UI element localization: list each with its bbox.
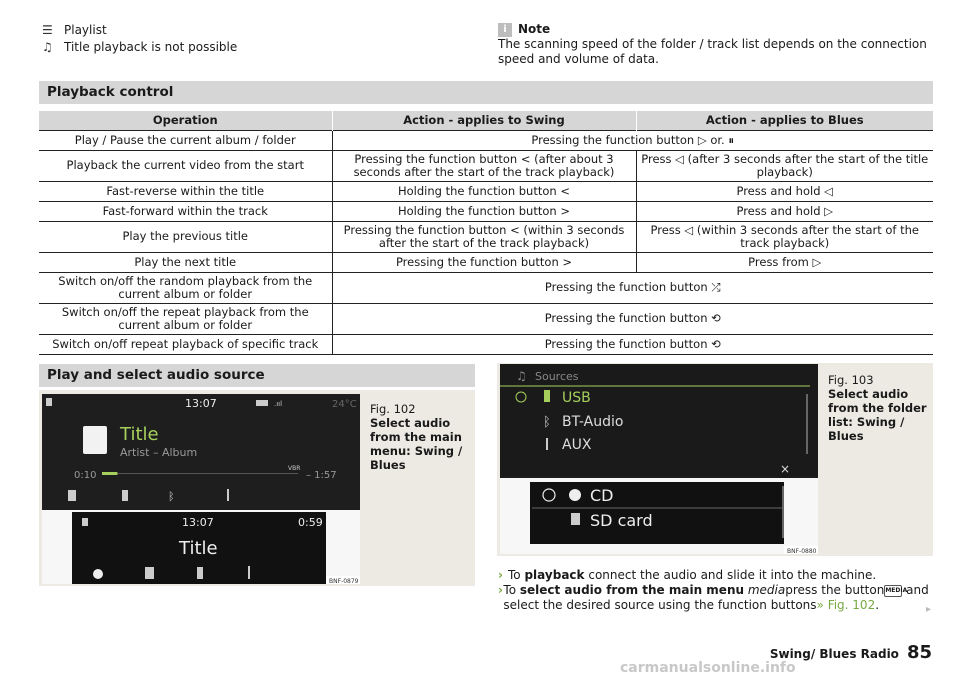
bullet-arrow-icon: ›	[498, 568, 503, 582]
blues-clock: 13:07	[182, 516, 214, 529]
pause-icon: ⏸	[728, 132, 735, 147]
section-heading-playback-control: Playback control	[39, 81, 933, 104]
figure-103-label: Fig. 103	[828, 373, 874, 387]
footer-section-title: Swing/ Blues Radio	[769, 647, 899, 661]
table-cell-swing: Holding the function button >	[332, 201, 636, 221]
list-item	[498, 568, 938, 583]
swing-track-title: Title	[120, 424, 159, 445]
blues-track-title: Title	[179, 538, 218, 559]
source-item-usb: USB	[562, 390, 591, 406]
playlist-icon: ☰	[42, 23, 53, 37]
instruction-step-1	[508, 568, 876, 583]
battery-icon	[256, 400, 268, 406]
column-header-blues: Action - applies to Blues	[636, 111, 933, 130]
cd-icon	[569, 489, 581, 501]
table-cell-swing: Pressing the function button >	[332, 252, 636, 272]
figure-103-illustration	[500, 364, 818, 554]
blues-aux-icon	[248, 566, 250, 579]
list-scrollbar	[806, 394, 808, 454]
table-row	[39, 272, 933, 303]
table-cell-action: Pressing the function button ⤮	[332, 272, 933, 303]
table-cell-blues: Press ◁ (within 3 seconds after the start of the track playback)	[636, 221, 933, 252]
continued-arrow-icon: ▸	[926, 604, 932, 615]
bullet-arrow-icon: ›	[498, 583, 503, 597]
swing-remaining-time: – 1:57	[306, 470, 337, 481]
source-sd-icon	[68, 490, 76, 501]
figure-102-code: BNF-0879	[329, 578, 359, 584]
step-2-lead-text: To	[503, 583, 517, 597]
table-row	[39, 150, 933, 181]
table-cell-action: Pressing the function button ⟲	[332, 303, 933, 334]
step-2-text: and select the desired source using the function buttons	[503, 583, 929, 612]
note-header	[498, 22, 936, 37]
figure-103-image	[500, 364, 818, 554]
blues-list-bg	[530, 482, 784, 544]
step-1-text: connect the audio and slide it into the machine.	[588, 568, 877, 582]
step-2-end: .	[875, 598, 880, 612]
source-usb-icon	[122, 490, 128, 501]
legend-label-no-title-playback: Title playback is not possible	[64, 40, 238, 54]
playback-control-table	[39, 111, 933, 355]
table-cell-blues: Press and hold ◁	[636, 181, 933, 201]
figure-102-illustration	[42, 394, 360, 584]
figure-102-image	[42, 394, 360, 584]
table-cell-operation: Play the previous title	[39, 221, 332, 252]
step-2-mid-text: press the button	[785, 583, 885, 597]
table-cell-operation: Fast-forward within the track	[39, 201, 332, 221]
usb-source-icon	[544, 390, 550, 402]
media-button-icon: MEDIA	[884, 585, 902, 597]
table-header-row	[39, 111, 933, 130]
page-number: 85	[906, 642, 932, 663]
figure-102-caption-text: Select audio from the main menu: Swing / Blues	[370, 416, 463, 472]
progress-fill	[102, 472, 117, 475]
table-cell-blues: Press from ▷	[636, 252, 933, 272]
note-text: The scanning speed of the folder / track list depends on the connection speed and volume of data.	[498, 37, 927, 66]
table-cell-operation: Switch on/off repeat playback of specific track	[39, 334, 332, 354]
table-row	[39, 201, 933, 221]
table-cell-operation: Play / Pause the current album / folder	[39, 130, 332, 150]
no-title-playback-icon: ♫	[42, 40, 53, 54]
source-item-aux: AUX	[562, 437, 592, 453]
table-row	[39, 221, 933, 252]
table-row	[39, 334, 933, 354]
instruction-step-2	[503, 583, 938, 613]
signal-icon: .ııl	[274, 400, 283, 408]
vbr-badge: VBR	[288, 465, 301, 472]
figure-reference-link[interactable]: » Fig. 102	[816, 598, 876, 612]
figure-103-caption	[828, 373, 928, 443]
instruction-list	[498, 568, 938, 613]
table-cell-operation: Switch on/off the repeat playback from the current album or folder	[39, 303, 332, 334]
watermark: carmanualsonline.info	[620, 660, 796, 676]
figure-102-caption	[370, 402, 466, 472]
figure-102-label: Fig. 102	[370, 402, 416, 416]
legend-label-playlist: Playlist	[64, 23, 107, 37]
sd-card-source-icon	[571, 513, 580, 525]
bt-source-icon: ᛒ	[543, 415, 551, 430]
figure-103-code: BNF-0880	[787, 548, 817, 554]
swing-elapsed-time: 0:10	[74, 470, 97, 481]
music-note-icon: ♫	[516, 369, 527, 383]
legend-row-playlist	[42, 22, 237, 39]
table-cell-action: Pressing the function button ⟲	[332, 334, 933, 354]
table-row	[39, 130, 933, 150]
table-cell-operation: Play the next title	[39, 252, 332, 272]
blues-scrollbar	[782, 486, 784, 538]
step-1-keyword: playback	[524, 568, 585, 582]
table-cell-action-text: Pressing the function button ▷ or.	[531, 132, 725, 147]
note-box	[498, 22, 936, 67]
progress-track	[102, 473, 298, 474]
column-header-swing: Action - applies to Swing	[332, 111, 636, 130]
sources-header: Sources	[535, 370, 579, 383]
table-cell-blues: Press and hold ▷	[636, 201, 933, 221]
table-cell-blues: Press ◁ (after 3 seconds after the start of the title playback)	[636, 150, 933, 181]
note-title: Note	[518, 22, 551, 36]
close-icon: ×	[780, 462, 791, 476]
step-1-lead-text: To	[508, 568, 521, 582]
table-cell-swing: Holding the function button <	[332, 181, 636, 201]
table-row	[39, 252, 933, 272]
list-item	[498, 583, 938, 613]
table-row	[39, 181, 933, 201]
table-cell-swing: Pressing the function button < (within 3 seconds after the start of the track playback)	[332, 221, 636, 252]
step-2-mode: media	[747, 583, 786, 597]
blues-usb-icon	[82, 518, 88, 526]
figure-103-caption-text: Select audio from the folder list: Swing / Blues	[828, 387, 927, 443]
table-cell-operation: Playback the current video from the start	[39, 150, 332, 181]
source-item-cd: CD	[590, 486, 614, 505]
sd-status-icon	[46, 398, 52, 406]
aux-source-icon	[546, 438, 548, 450]
section-heading-audio-source: Play and select audio source	[39, 364, 475, 387]
table-cell-operation: Fast-reverse within the title	[39, 181, 332, 201]
column-header-operation: Operation	[39, 111, 332, 130]
step-2-keyword: select audio from the main menu	[519, 583, 745, 597]
source-bluetooth-icon: ᛒ	[168, 490, 175, 503]
table-row	[39, 303, 933, 334]
table-cell-operation: Switch on/off the random playback from the current album or folder	[39, 272, 332, 303]
table-cell-swing: Pressing the function button < (after about 3 seconds after the start of the track playback)	[332, 150, 636, 181]
icon-legend	[42, 22, 237, 56]
blues-elapsed-time: 0:59	[298, 516, 323, 529]
swing-artist-album: Artist – Album	[120, 446, 198, 459]
source-item-sd-card: SD card	[590, 511, 653, 530]
source-item-bt-audio: BT-Audio	[562, 414, 624, 430]
sd-card-icon	[83, 426, 107, 454]
info-icon: i	[498, 23, 512, 37]
swing-clock: 13:07	[185, 397, 217, 410]
swing-temperature: 24°C	[332, 399, 357, 410]
blues-sd-icon	[145, 567, 154, 579]
legend-row-no-title-playback	[42, 39, 237, 56]
blues-source-usb-icon	[197, 567, 203, 579]
source-aux-icon	[227, 489, 229, 501]
blues-cd-icon	[93, 569, 103, 579]
table-cell-action	[332, 130, 933, 150]
